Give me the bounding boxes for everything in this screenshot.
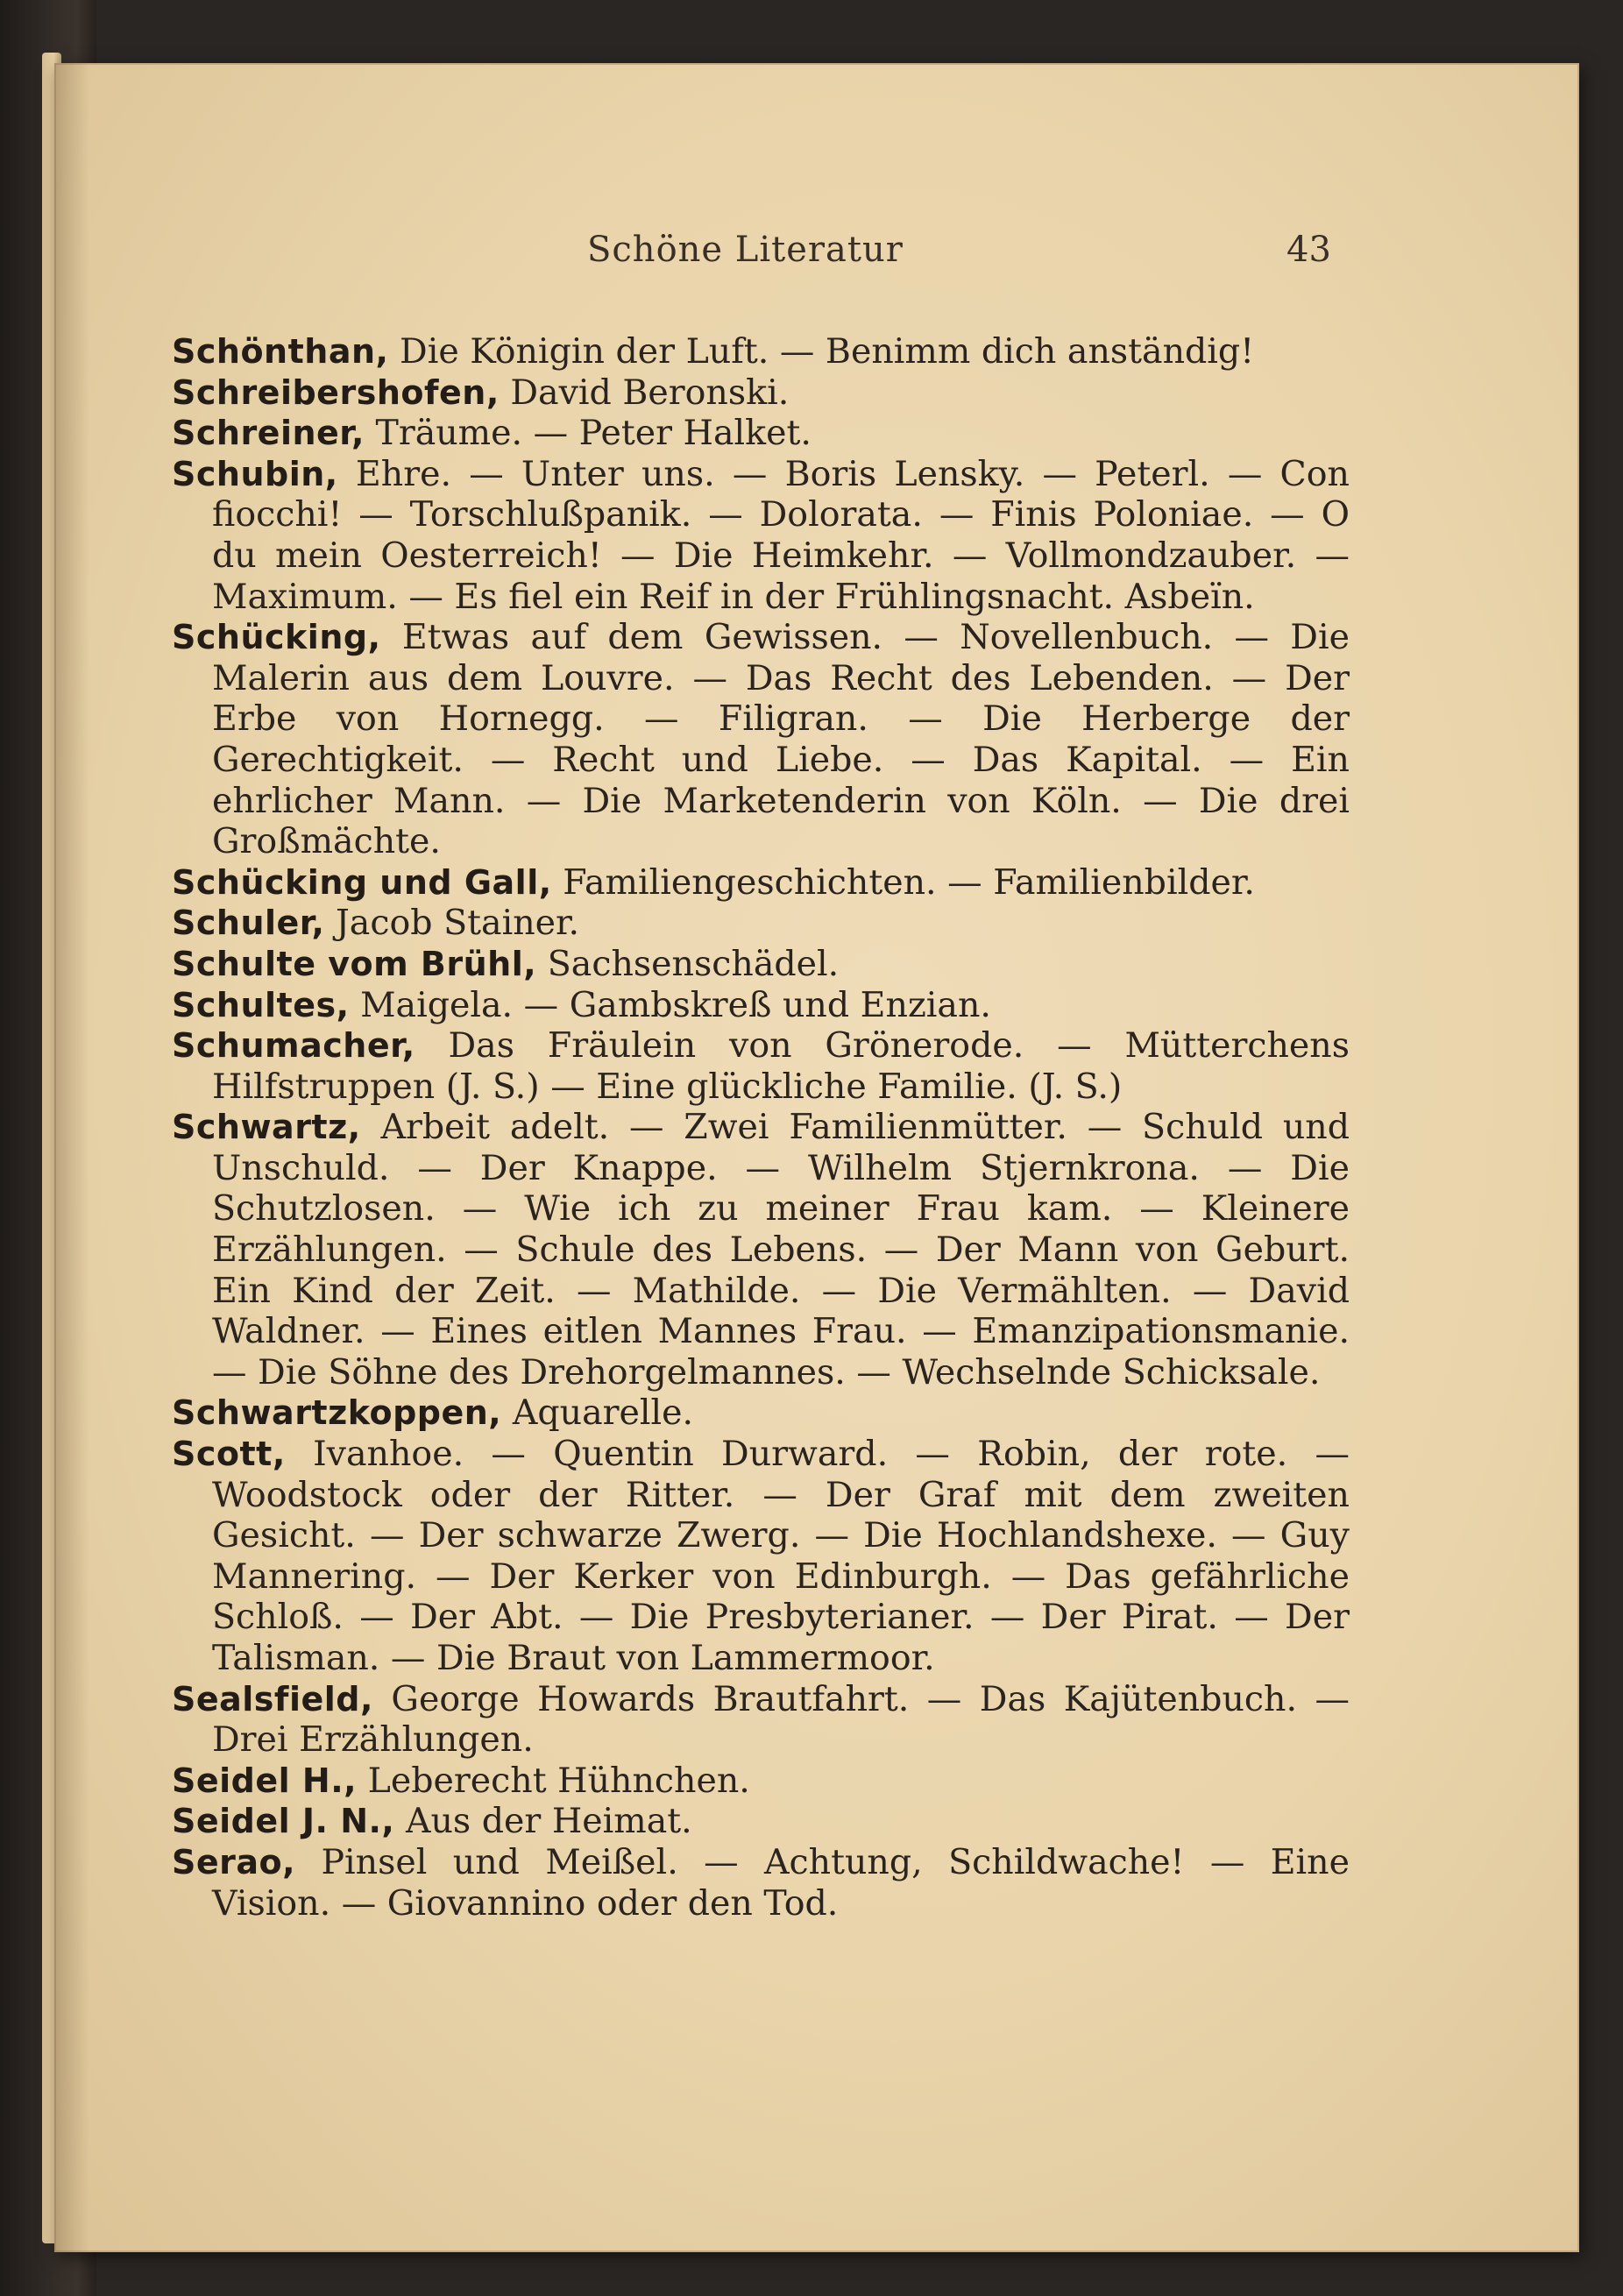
author-name: Seidel J. N., [172, 1802, 395, 1841]
index-entry [172, 413, 1350, 454]
author-name: Schubin, [172, 454, 338, 493]
index-entry [172, 372, 1350, 414]
work-titles: Das Fräulein von Grönerode. — Mütterchens Hilfstruppen (J. S.) — Eine glückliche Familie. (J. S.) [212, 1025, 1350, 1107]
work-titles: Aquarelle. [512, 1392, 694, 1434]
index-entry [172, 454, 1350, 617]
work-titles: Sachsenschädel. [547, 943, 840, 984]
work-titles: George Howards Brautfahrt. — Das Kajütenbuch. — Drei Erzählungen. [212, 1678, 1350, 1761]
work-titles: Aus der Heimat. [405, 1801, 692, 1842]
work-titles: Pinsel und Meißel. — Achtung, Schildwache! — Eine Vision. — Giovannino oder den Tod. [212, 1841, 1350, 1924]
author-name: Schuler, [172, 904, 325, 943]
work-titles: Leberecht Hühnchen. [367, 1760, 750, 1801]
work-titles: Ivanhoe. — Quentin Durward. — Robin, der rote. — Woodstock oder der Ritter. — Der Graf mit dem zweiten Gesicht. — Der schwarze Zwerg. — Die Hochlandshexe. — Guy Mannering. — Der Kerker von Edinburgh. — Das gefährliche Schloß. — Der Abt. — Die Presbyterianer. — Der Pirat. — Der Talisman. — Die Braut von Lammermoor. [212, 1434, 1350, 1678]
index-entry [172, 862, 1350, 904]
author-name: Schücking, [172, 618, 381, 657]
running-title: Schöne Literatur [587, 230, 904, 270]
gutter-shadow [54, 63, 89, 2252]
index-entry [172, 1761, 1350, 1802]
author-name: Schreibershofen, [172, 372, 500, 412]
author-name: Schumacher, [172, 1026, 415, 1066]
index-entry [172, 1679, 1350, 1761]
index-entry [172, 1434, 1350, 1679]
work-titles: Die Königin der Luft. — Benimm dich anständig! [400, 331, 1255, 372]
work-titles: Familiengeschichten. — Familienbilder. [563, 861, 1255, 903]
index-entry [172, 944, 1350, 985]
work-titles: Maigela. — Gambskreß und Enzian. [360, 984, 991, 1025]
author-name: Schulte vom Brühl, [172, 944, 537, 983]
author-index [172, 331, 1350, 1924]
work-titles: Ehre. — Unter uns. — Boris Lensky. — Peterl. — Con fiocchi! — Torschlußpanik. — Dolorata. — Finis Poloniae. — O du mein Oesterreich! — Die Heimkehr. — Vollmondzauber. — Maximum. — Es fiel ein Reif in der Frühlingsnacht. Asbeïn. [212, 453, 1350, 617]
work-titles: Etwas auf dem Gewissen. — Novellenbuch. — Die Malerin aus dem Louvre. — Das Recht des Lebenden. — Der Erbe von Hornegg. — Filigran. — Die Herberge der Gerechtigkeit. — Recht und Liebe. — Das Kapital. — Ein ehrlicher Mann. — Die Marketenderin von Köln. — Die drei Großmächte. [212, 617, 1350, 862]
author-name: Schreiner, [172, 414, 365, 453]
work-titles: David Beronski. [510, 372, 790, 413]
work-titles: Träume. — Peter Halket. [375, 413, 812, 454]
author-name: Sealsfield, [172, 1679, 373, 1718]
index-entry [172, 331, 1350, 372]
index-entry [172, 1107, 1350, 1392]
index-entry [172, 1025, 1350, 1107]
page-number: 43 [1286, 230, 1331, 270]
index-entry [172, 1392, 1350, 1434]
author-name: Schwartz, [172, 1108, 361, 1147]
index-entry [172, 985, 1350, 1026]
author-name: Schücking und Gall, [172, 862, 552, 902]
work-titles: Jacob Stainer. [335, 903, 580, 944]
work-titles: Arbeit adelt. — Zwei Familienmütter. — Schuld und Unschuld. — Der Knappe. — Wilhelm Stjernkrona. — Die Schutzlosen. — Wie ich zu meiner Frau kam. — Kleinere Erzählungen. — Schule des Lebens. — Der Mann von Geburt. Ein Kind der Zeit. — Mathilde. — Die Vermählten. — David Waldner. — Eines eitlen Mannes Frau. — Emanzipationsmanie. — Die Söhne des Drehorgelmannes. — Wechselnde Schicksale. [212, 1107, 1350, 1392]
index-entry [172, 617, 1350, 862]
index-entry [172, 1842, 1350, 1924]
index-entry [172, 1801, 1350, 1842]
author-name: Serao, [172, 1842, 296, 1881]
author-name: Scott, [172, 1435, 286, 1474]
author-name: Schultes, [172, 985, 350, 1024]
author-name: Seidel H., [172, 1761, 358, 1800]
author-name: Schönthan, [172, 332, 389, 371]
author-name: Schwartzkoppen, [172, 1393, 502, 1433]
index-entry [172, 903, 1350, 944]
